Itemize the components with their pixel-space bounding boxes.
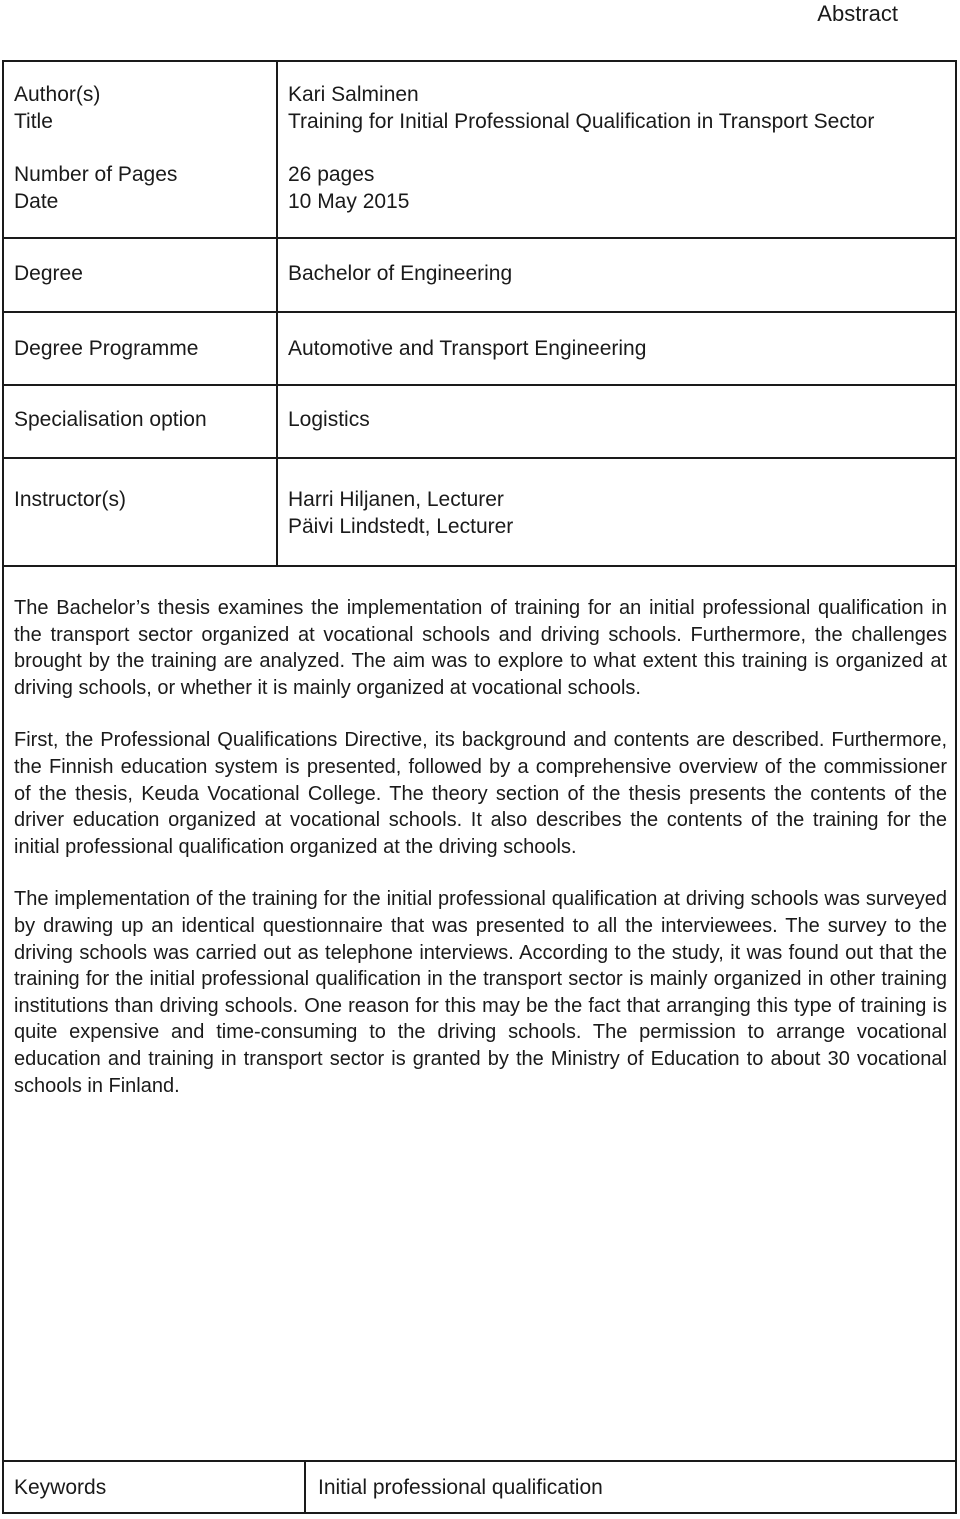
title-value: Training for Initial Professional Qualification in Transport Sector	[288, 110, 875, 133]
author-value: Kari Salminen	[288, 83, 419, 106]
programme-value-cell	[277, 312, 955, 385]
pages-value: 26 pages	[288, 163, 375, 186]
abstract-paragraph-2: First, the Professional Qualifications Directive, its background and contents are described. Furthermore, the Finnish education system is presented, followed by a comprehensive overview of the commissioner of the thesis, Keuda Vocational College. The theory section of the thesis presents the contents of the driver education organized at vocational schools. It also describes the contents of the training for the initial professional qualification organized at the driving schools.	[14, 729, 947, 858]
title-label: Title	[14, 110, 53, 133]
degree-value-cell	[277, 238, 955, 312]
keywords-value: Initial professional qualification	[318, 1476, 603, 1499]
instructors-value-cell	[277, 458, 955, 566]
keywords-row	[4, 1460, 955, 1512]
abstract-paragraph-3: The implementation of the training for the initial professional qualification at driving schools was surveyed by drawing up an identical questionnaire that was presented to all the interviewees. The survey to the driving schools was carried out as telephone interviews. According to the study, it was found out that the training for the initial professional qualification in the transport sector is mainly organized in other training institutions than driving schools. One reason for this may be the fact that arranging this type of training is quite expensive and time-consuming to the driving schools. The permission to arrange vocational education and training in transport sector is granted by the Ministry of Education to about 30 vocational schools in Finland.	[14, 888, 947, 1097]
keywords-divider	[304, 1462, 306, 1512]
date-label: Date	[14, 190, 59, 213]
metadata-row-specialisation	[4, 385, 955, 458]
degree-label-cell	[4, 238, 277, 312]
programme-value: Automotive and Transport Engineering	[288, 337, 647, 360]
specialisation-value: Logistics	[288, 408, 370, 431]
instructors-label: Instructor(s)	[14, 488, 127, 511]
pages-label: Number of Pages	[14, 163, 178, 186]
metadata-row-instructors	[4, 458, 955, 566]
metadata-row-author-title-pages-date	[4, 62, 955, 238]
instructor-1: Harri Hiljanen, Lecturer	[288, 488, 504, 511]
thesis-metadata-table	[4, 62, 955, 567]
metadata-values-cell	[277, 62, 955, 238]
programme-label: Degree Programme	[14, 337, 199, 360]
abstract-body	[14, 595, 947, 1125]
abstract-form-frame	[2, 60, 957, 1514]
instructors-label-cell	[4, 458, 277, 566]
metadata-labels-cell	[4, 62, 277, 238]
author-label: Author(s)	[14, 83, 101, 106]
specialisation-value-cell	[277, 385, 955, 458]
degree-label: Degree	[14, 262, 83, 285]
abstract-paragraph-1: The Bachelor’s thesis examines the implementation of training for an initial professional qualification in the transport sector organized at vocational schools and driving schools. Furthermore, the challenges brought by the training are analyzed. The aim was to explore to what extent this training is organized at driving schools, or whether it is mainly organized at vocational schools.	[14, 597, 947, 699]
metadata-row-programme	[4, 312, 955, 385]
instructor-2: Päivi Lindstedt, Lecturer	[288, 515, 514, 538]
degree-value: Bachelor of Engineering	[288, 262, 513, 285]
specialisation-label-cell	[4, 385, 277, 458]
programme-label-cell	[4, 312, 277, 385]
abstract-heading: Abstract	[817, 1, 898, 26]
metadata-row-degree	[4, 238, 955, 312]
date-value: 10 May 2015	[288, 190, 410, 213]
keywords-label: Keywords	[14, 1476, 107, 1499]
specialisation-label: Specialisation option	[14, 408, 207, 431]
